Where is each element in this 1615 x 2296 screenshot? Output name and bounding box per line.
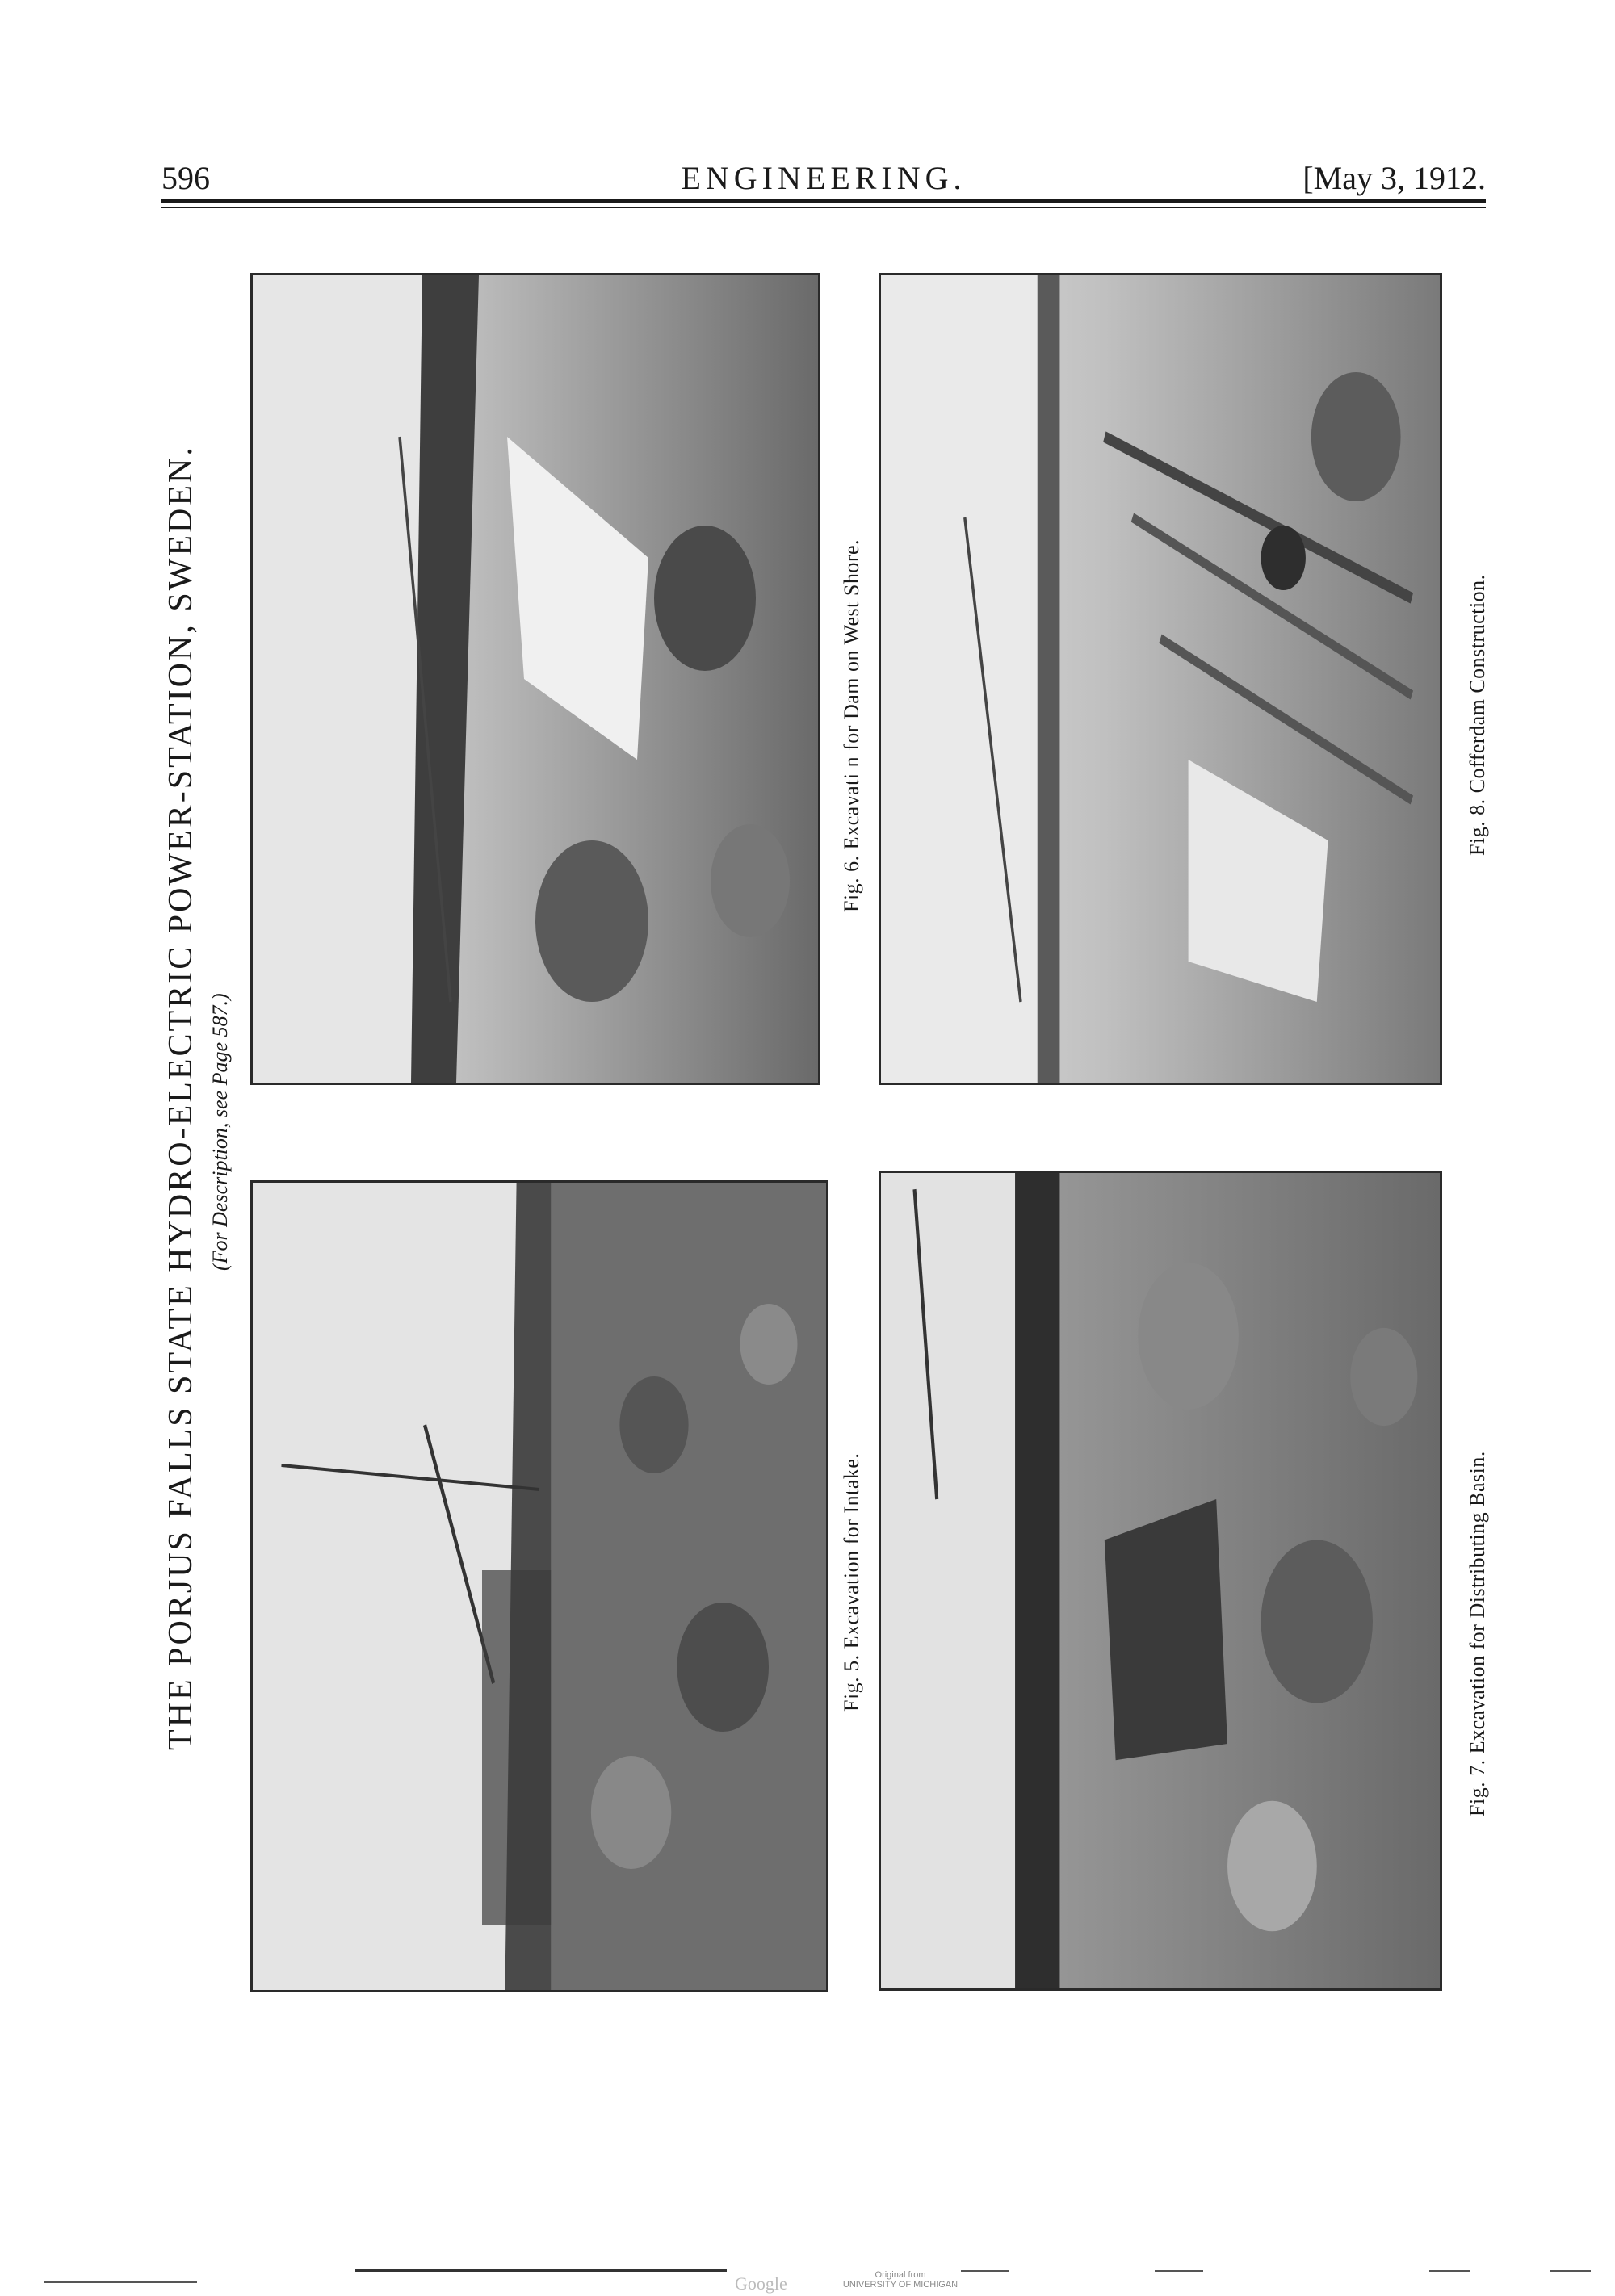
- margin-rule: [1155, 2270, 1203, 2272]
- journal-title: ENGINEERING.: [681, 160, 967, 196]
- caption-fig7: Fig. 7. Excavation for Distributing Basin.: [1466, 1451, 1489, 1816]
- header-rule: [162, 199, 1486, 203]
- margin-rule: [355, 2269, 727, 2272]
- source-note: [840, 2270, 961, 2290]
- margin-rule: [1550, 2270, 1591, 2272]
- issue-date: [May 3, 1912.: [1302, 160, 1486, 196]
- photo-fig7-distributing-basin: [879, 1171, 1442, 1991]
- margin-rule: [44, 2281, 197, 2283]
- caption-fig6: Fig. 6. Excavati n for Dam on West Shore.: [840, 538, 863, 912]
- margin-rule: [961, 2270, 1009, 2272]
- watermark: Google: [735, 2273, 787, 2294]
- header-rule-thin: [162, 207, 1486, 208]
- caption-fig5: Fig. 5. Excavation for Intake.: [840, 1452, 863, 1712]
- photo-fig6-dam-west-shore: [250, 273, 820, 1085]
- source-note-line2: UNIVERSITY OF MICHIGAN: [842, 2280, 959, 2290]
- caption-fig8: Fig. 8. Cofferdam Construction.: [1466, 574, 1489, 856]
- plate-title: THE PORJUS FALLS STATE HYDRO-ELECTRIC POWER-STATION, SWEDEN.: [162, 445, 199, 1750]
- page-number: 596: [162, 160, 210, 196]
- source-note-line1: Original from: [875, 2270, 926, 2280]
- running-header: [162, 158, 1486, 199]
- plate-subtitle: (For Description, see Page 587.): [208, 993, 232, 1271]
- margin-rule: [1429, 2270, 1470, 2272]
- photo-fig8-cofferdam-construction: [879, 273, 1442, 1085]
- photo-fig5-excavation-intake: [250, 1180, 828, 1992]
